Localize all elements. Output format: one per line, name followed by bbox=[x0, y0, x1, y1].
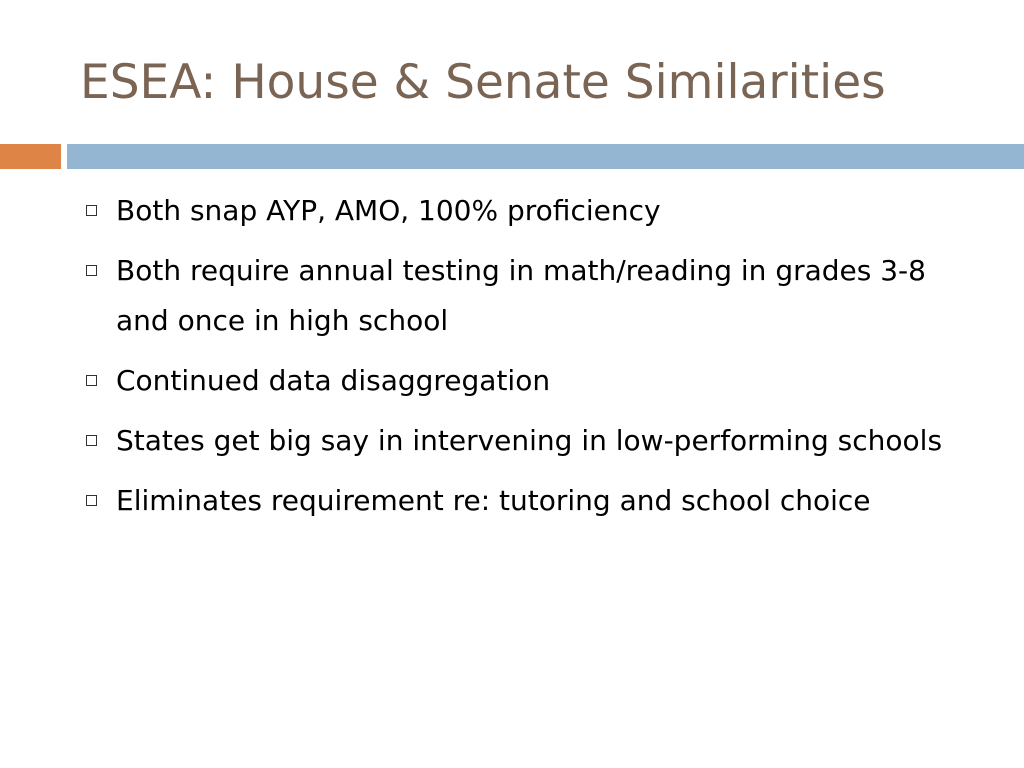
bullet-item bbox=[80, 476, 980, 526]
slide-title: ESEA: House & Senate Similarities bbox=[80, 55, 886, 110]
accent-bar bbox=[0, 144, 61, 169]
bullet-item bbox=[80, 186, 980, 236]
bullet-item bbox=[80, 416, 980, 466]
square-bullet-icon bbox=[86, 375, 97, 386]
bullet-text: Both snap AYP, AMO, 100% proficiency bbox=[116, 194, 661, 227]
bullet-text: Eliminates requirement re: tutoring and school choice bbox=[116, 484, 871, 517]
bullet-text: Continued data disaggregation bbox=[116, 364, 551, 397]
bullet-list bbox=[80, 186, 980, 536]
bullet-text: States get big say in intervening in low-performing schools bbox=[116, 424, 943, 457]
bullet-item bbox=[80, 246, 980, 346]
bullet-item bbox=[80, 356, 980, 406]
bullet-text: Both require annual testing in math/reading in grades 3-8 and once in high school bbox=[116, 254, 926, 337]
square-bullet-icon bbox=[86, 495, 97, 506]
square-bullet-icon bbox=[86, 435, 97, 446]
title-divider-bar bbox=[67, 144, 1024, 169]
square-bullet-icon bbox=[86, 205, 97, 216]
square-bullet-icon bbox=[86, 265, 97, 276]
